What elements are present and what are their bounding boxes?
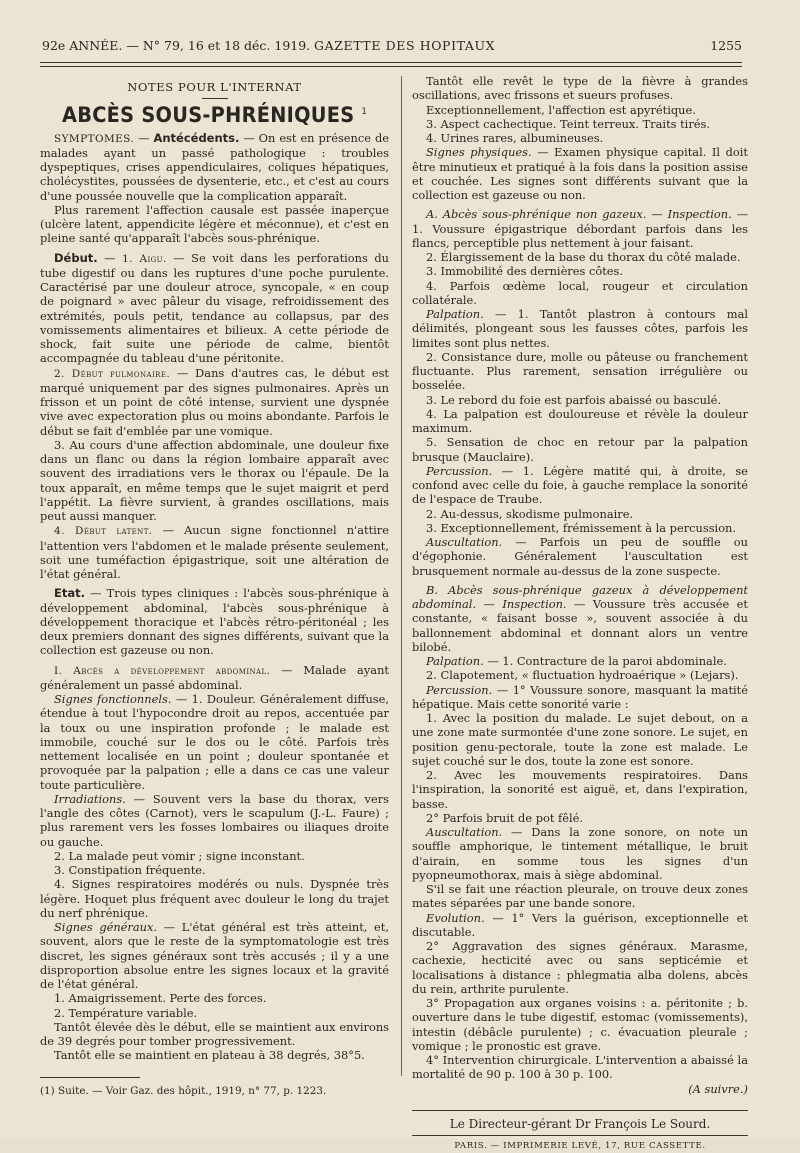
- paragraph: [412, 535, 748, 578]
- header-rule: [40, 62, 742, 63]
- paragraph: 2. Avec les mouvements respiratoires. Dans l'inspiration, la sonorité est aiguë, et, dans l'expiration, basse.: [412, 768, 748, 811]
- kicker-rule: [202, 98, 228, 99]
- italic-label: Signes physiques.: [426, 145, 532, 160]
- italic-label: Palpation.: [426, 654, 484, 668]
- paragraph: Tantôt elle revêt le type de la fièvre à grandes oscillations, avec frissons et sueurs profuses.: [412, 74, 748, 103]
- italic-label: Percussion.: [426, 682, 493, 697]
- article-title: [54, 103, 375, 128]
- paragraph: [412, 825, 748, 882]
- paragraph: SYMPTOMES. — Antécédents. — On est en présence de malades ayant un passé pathologique : troubles dyspeptiques, crises appendiculaires, coliques hépatiques, cholécystites, poussées de dysenterie, etc., et c'est au cours d'une poussée nouvelle que la complication apparaît.: [40, 130, 389, 203]
- paragraph: [412, 654, 748, 668]
- paragraph: [40, 366, 389, 438]
- paragraph: 3. Aspect cachectique. Teint terreux. Traits tirés.: [426, 116, 710, 131]
- item-label: 1. Aigu.: [122, 252, 167, 265]
- paragraph: 2. Consistance dure, molle ou pâteuse ou franchement fluctuante. Plus rarement, sensation irrégulière ou bosselée.: [412, 349, 748, 393]
- paragraph: 4° Intervention chirurgicale. L'intervention a abaissé la mortalité de 90 p. 100 à 30 p. 100.: [412, 1053, 748, 1082]
- paragraph: 3. Le rebord du foie est parfois abaissé ou basculé.: [426, 392, 721, 407]
- paragraph: 2. La malade peut vomir ; signe inconstant.: [54, 848, 305, 863]
- paragraph: S'il se fait une réaction pleurale, on trouve deux zones mates séparées par une bande sonore.: [412, 882, 748, 911]
- paragraph-text: — Se voit dans les perforations du tube digestif ou dans les ruptures d'une poche purulente. Caractérisé par une douleur atroce, syncopale, « en coup de poignard » avec pâleur du visage, refroidissement des extrémités, pouls petit, tendance au collapsus, par des vomissements alimentaires et bilieux. A cette période de shock, fait suite une période de calme, bientôt accompagnée du tableau d'une péritonite.: [40, 250, 389, 366]
- paragraph: [40, 692, 389, 792]
- subsection-heading: Début.: [54, 250, 98, 265]
- paragraph: 3° Propagation aux organes voisins : a. péritonite ; b. ouverture dans le tube digestif, estomac (vomissements), intestin (débâcle purulente) ; c. évacuation pleurale ; vomique ; le pronostic est grave.: [412, 996, 748, 1053]
- paragraph: 2. Clapotement, « fluctuation hydroaérique » (Lejars).: [426, 668, 739, 683]
- paragraph-text: — Souvent vers la base du thorax, vers l'angle des côtes (Carnot), vers le scapulum (J.-L. Faure) ; plus rarement vers les fosses lombaires ou iliaques droite ou gauche.: [40, 791, 389, 849]
- paragraph-text: — Parfois un peu de souffle ou d'égophonie. Généralement l'auscultation est brusquement normale au-dessus de la zone suspecte.: [412, 535, 748, 578]
- left-column: [40, 74, 389, 1098]
- paragraph: [40, 792, 389, 849]
- paragraph: 3. Au cours d'une affection abdominale, une douleur fixe dans un flanc ou dans la région lombaire apparaît avec souvent des irradiations vers le thorax ou l'épaule. De la toux apparaît, en même temps que le sujet maigrit et perd l'appétit. La fièvre survient, à grandes oscillations, mais peut aussi manquer.: [40, 437, 389, 523]
- italic-label: Irradiations.: [54, 791, 126, 806]
- paragraph-text: — 1° Vers la guérison, exceptionnelle et discutable.: [412, 910, 748, 939]
- director-line: Le Directeur-gérant Dr François Le Sourd.: [412, 1110, 748, 1131]
- paragraph-text: — Dans d'autres cas, le début est marqué uniquement par des signes pulmonaires. Après un frisson et un point de côté intense, survient une dyspnée vive avec expectoration plus ou moins abondante. Parfois le début se fait d'emblée par une vomique.: [40, 365, 390, 438]
- paragraph-text: — L'état général est très atteint, et, souvent, alors que le reste de la symptomatologie est très discret, les signes généraux sont très accusés ; il y a une disproportion absolue entre les signes locaux et la gravité de l'état général.: [40, 920, 389, 991]
- paragraph-text: — 1. Voussure épigastrique débordant parfois dans les flancs, perceptible plus nettement à jour faisant.: [412, 207, 748, 250]
- italic-label: Auscultation.: [426, 535, 503, 549]
- paragraph: 2. Température variable.: [54, 1005, 198, 1020]
- right-column: [412, 74, 748, 1153]
- to-be-continued: (A suivre.): [688, 1081, 748, 1096]
- paragraph-text: — Malade ayant généralement un passé abdominal.: [40, 662, 389, 692]
- paragraph: 3. Constipation fréquente.: [54, 863, 206, 877]
- journal-name: GAZETTE DES HOPITAUX: [314, 38, 496, 53]
- paragraph: 4. Urines rares, albumineuses.: [426, 131, 604, 145]
- paragraph: [40, 523, 389, 581]
- title-footnote-ref: 1: [361, 107, 368, 118]
- footnote: (1) Suite. — Voir Gaz. des hôpit., 1919, n° 77, p. 1223.: [40, 1084, 327, 1097]
- paragraph-text: — On est en présence de malades ayant un passé pathologique : troubles dyspeptiques, crises appendiculaires, coliques hépatiques, cholécystites, poussées de dysenterie, etc., et c'est au cours d'une poussée nouvelle que la complication apparaît.: [40, 130, 389, 203]
- paragraph-text: — Voussure très accusée et constante, « faisant bosse », souvent associée à du ballonnement abdominal et donnant alors un ventre bilobé.: [412, 597, 748, 654]
- paragraph: 1. Amaigrissement. Perte des forces.: [54, 991, 267, 1006]
- paragraph-text: — 1. Douleur. Généralement diffuse, étendue à tout l'hypocondre droit au repos, accentuée par la toux ou une inspiration profonde ; le malade est immobile, couché sur le dos ou le côté. Parfois très nettement localisée en un point ; douleur spontanée et provoquée par la palpation ; elle a dans ce cas une valeur toute particulière.: [40, 692, 389, 792]
- italic-label: Signes généraux.: [54, 920, 158, 934]
- footnote-rule: [40, 1077, 140, 1078]
- paragraph-text: — 1° Voussure sonore, masquant la matité hépatique. Mais cette sonorité varie :: [412, 682, 748, 711]
- paragraph: 2° Aggravation des signes généraux. Marasme, cachexie, hecticité avec ou sans septicémie et localisations à distance : phlegmatia alba dolens, abcès du rein, arthrite purulente.: [412, 939, 748, 996]
- paragraph: [412, 145, 748, 202]
- italic-label: Auscultation.: [426, 825, 503, 839]
- paragraph: Exceptionnellement, l'affection est apyrétique.: [426, 102, 696, 117]
- paragraph: Début. — 1. Aigu. — Se voit dans les perforations du tube digestif ou dans les ruptures d'une poche purulente. Caractérisé par une douleur atroce, syncopale, « en coup de poignard » avec pâleur du visage, refroidissement des extrémités, pouls petit, tendance au collapsus, par des vomissements alimentaires et bilieux. A cette période de shock, fait suite une période de calme, bientôt accompagnée du tableau d'une péritonite.: [40, 250, 389, 366]
- printer-line: PARIS. — IMPRIMERIE LEVÉ, 17, RUE CASSETTE.: [412, 1135, 748, 1153]
- title-text: ABCÈS SOUS-PHRÉNIQUES: [61, 103, 355, 128]
- item-label: 4. Début latent.: [54, 525, 153, 538]
- page-number: 1255: [710, 38, 742, 53]
- paragraph: Tantôt élevée dès le début, elle se maintient aux environs de 39 degrés pour tomber progressivement.: [40, 1019, 389, 1048]
- section-heading: SYMPTOMES.: [54, 132, 135, 145]
- paragraph: [40, 663, 389, 693]
- italic-label: Percussion.: [426, 463, 493, 478]
- italic-label: B. Abcès sous-phrénique gazeux à développement abdominal. — Inspection.: [412, 582, 748, 611]
- header-rule-2: [40, 66, 742, 67]
- issue-info: 92e ANNÉE. — N° 79, 16 et 18 déc. 1919.: [42, 38, 311, 53]
- paragraph: 1. Avec la position du malade. Le sujet debout, on a une zone mate surmontée d'une zone sonore. Le sujet, en position genu-pectorale, toute la zone est malade. Le sujet couché sur le dos, toute la zone est sonore.: [412, 711, 748, 768]
- item-label: 2. Début pulmonaire.: [54, 367, 171, 380]
- paragraph: 4. La palpation est douloureuse et révèle la douleur maximum.: [412, 406, 748, 435]
- paragraph: 5. Sensation de choc en retour par la palpation brusque (Mauclaire).: [412, 435, 748, 464]
- column-divider: [401, 76, 402, 1076]
- paragraph: [40, 586, 389, 657]
- italic-label: Signes fonctionnels.: [54, 692, 172, 706]
- paragraph-text: — Aucun signe fonctionnel n'attire l'attention vers l'abdomen et le malade présente seulement, soit une tuméfaction épigastrique, soit une altération de l'état général.: [40, 523, 389, 581]
- paragraph: [412, 683, 748, 712]
- item-label: I. Abcès a développement abdominal.: [54, 664, 271, 677]
- paragraph: [412, 583, 748, 654]
- paragraph: 3. Immobilité des dernières côtes.: [426, 264, 623, 279]
- paragraph: [412, 464, 748, 507]
- paragraph-text: — 1. Légère matité qui, à droite, se confond avec celle du foie, à gauche remplace la sonorité de l'espace de Traube.: [412, 463, 748, 507]
- paragraph: 2. Élargissement de la base du thorax du côté malade.: [426, 250, 741, 264]
- paragraph-text: — Examen physique capital. Il doit être minutieux et pratiqué à la fois dans la position assise et couchée. Les signes sont différents suivant que la collection est gazeuse ou non.: [412, 145, 748, 202]
- article-kicker: NOTES POUR L'INTERNAT: [127, 80, 302, 94]
- paragraph-text: — 1. Contracture de la paroi abdominale.: [483, 654, 727, 668]
- italic-label: Palpation.: [426, 307, 484, 321]
- paragraph: [412, 911, 748, 940]
- paragraph: 3. Exceptionnellement, frémissement à la percussion.: [426, 520, 737, 535]
- paragraph: 4. Signes respiratoires modérés ou nuls. Dyspnée très légère. Hoquet plus fréquent avec douleur le long du trajet du nerf phrénique.: [40, 877, 389, 920]
- italic-label: A. Abcès sous-phrénique non gazeux. — Inspection.: [426, 207, 732, 222]
- italic-label: Evolution.: [426, 910, 485, 925]
- paragraph: 2. Au-dessus, skodisme pulmonaire.: [426, 506, 634, 521]
- paragraph: 2° Parfois bruit de pot fêlé.: [426, 810, 584, 825]
- paragraph: Plus rarement l'affection causale est passée inaperçue (ulcère latent, appendicite légère et méconnue), et c'est en pleine santé qu'apparaît l'abcès sous-phrénique.: [40, 202, 389, 246]
- paragraph: [40, 920, 389, 991]
- paragraph: [412, 307, 748, 350]
- paragraph: Tantôt elle se maintient en plateau à 38 degrés, 38°5.: [54, 1048, 365, 1063]
- paragraph-text: — Dans la zone sonore, on note un souffle amphorique, le tintement métallique, le bruit d'airain, en somme tous les signes d'un pyopneumothorax, mais à siège abdominal.: [412, 825, 748, 882]
- running-header: [42, 38, 742, 60]
- subsection-heading: Etat.: [54, 586, 85, 601]
- paragraph: 4. Parfois œdème local, rougeur et circulation collatérale.: [412, 278, 748, 307]
- paragraph-text: — 1. Tantôt plastron à contours mal délimités, plongeant sous les fausses côtes, parfois les limites sont plus nettes.: [412, 307, 748, 350]
- paragraph: [412, 207, 748, 250]
- paragraph-text: — Trois types cliniques : l'abcès sous-phrénique à développement abdominal, l'abcès sous-phrénique à développement thoracique et l'abcès rétro-péritonéal ; les deux premiers donnant des signes différents, suivant que la collection est gazeuse ou non.: [40, 586, 389, 658]
- subsection-heading: Antécédents.: [153, 130, 240, 145]
